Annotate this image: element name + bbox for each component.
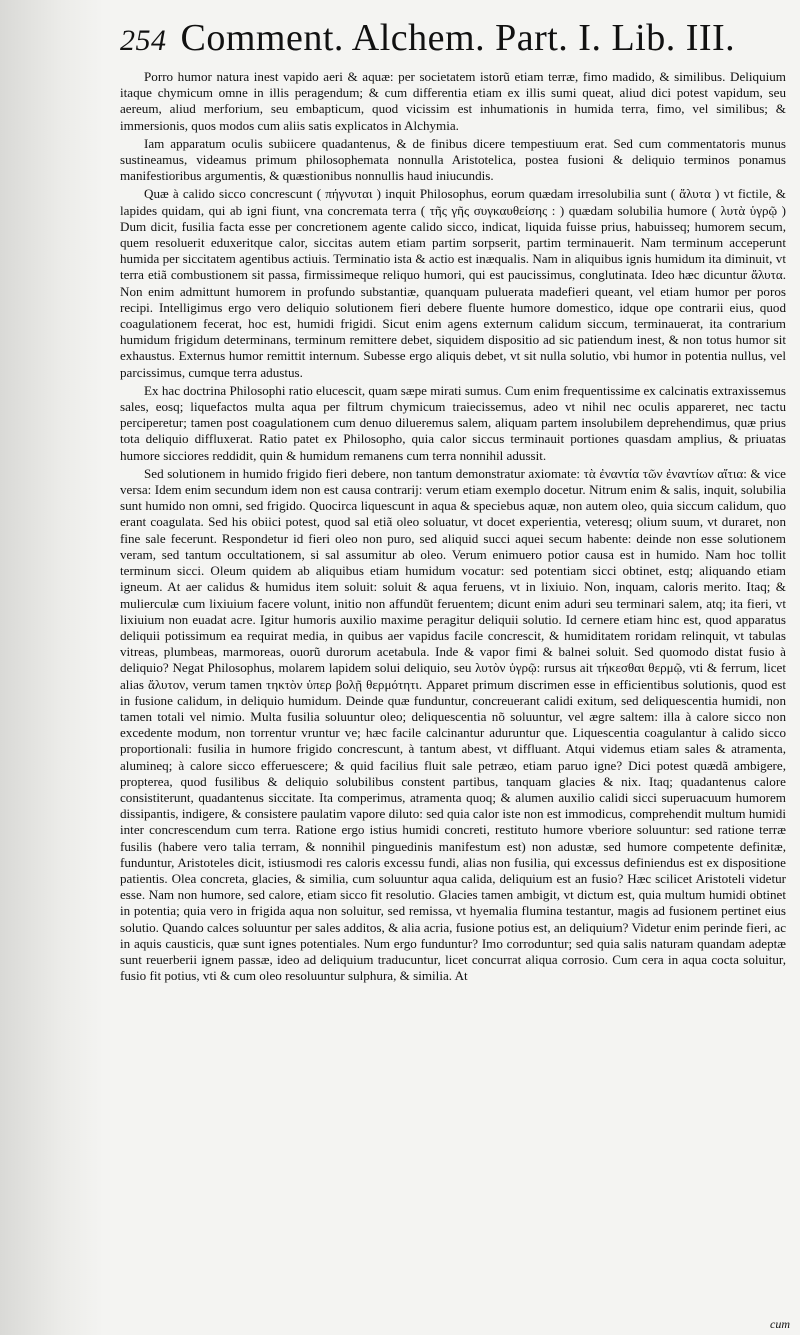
body-text [120, 69, 786, 984]
folio-number: 254 [120, 24, 167, 57]
paragraph-4: Ex hac doctrina Philosophi ratio elucescit, quam sæpe mirati sumus. Cum enim frequentissime ex calcinatis extraxissemus sales, eosq; liquefactos multa aqua per filtrum chymicum traiecissemus, adeo vt nihil nec oculis appareret, nec tactu perciperetur; tamen post coagulationem cum denuo dilueremus salem, aliquam partem insolubilem deprehendimus, quæ prius tota deliquio diffluxerat. Ratio patet ex Philosopho, quia calor siccus terminauit portiones quasdam amplius, & priuatas humore sicciores reddidit, quin & humidum remanens cum terra nonnihil adussit. [120, 382, 786, 463]
paragraph-1: Porro humor natura inest vapido aeri & aquæ: per societatem istorũ etiam terræ, fimo madido, & similibus. Deliquium itaque chymicum omne in illis peragendum; & cum differentia etiam ex illis sumi queat, aliud dici potest vapidum, seu aereum, aliud merforium, seu embapticum, quod vicissim est inhumationis in humida terra, fimo, vel similibus; & immersionis, quos modos cum aliis satis explicatos in Alchymia. [120, 69, 786, 133]
paragraph-5: Sed solutionem in humido frigido fieri debere, non tantum demonstratur axiomate: τὰ ἐναντία τῶν ἐναντίων αἴτια: & vice versa: Idem enim secundum idem non est causa contrarij: verum etiam exemplo docetur. Nitrum enim & salis, inquit, solubilia sunt humido non omni, sed frigido. Quocirca liquescunt in aqua & speciebus aquæ, non autem oleo, quia siccum calidum, quo erant coagulata. Sed his obiici potest, quod sal etiã oleo soluatur, vt docet experientia, veteresq; olium suum, vt duraret, non fine sale fecerunt. Respondetur id fieri oleo non puro, sed aliquid succi aquei secum habente: deinde non esse solutionem veram, sed tantum occultationem, si sal assumitur ab oleo. Verum enimuero potior causa est in humido. Nam hoc tollit terminum sicci. Oleum quidem ab aliquibus etiam humidum vocatur: sed potentiam sicci obtinet, estq; aliquando etiam igneum. At aer calidus & humidus item soluit: soluit & aqua feruens, vt in lixiuio. Non, inquam, caloris merito. Itaq; & mulierculæ cum lixiuium facere volunt, initio non affundũt feruentem; dicunt enim aduri seu terminari salem, atq; ita fieri, vt lixiuium non euadat acre. Igitur humoris auxilio maxime peragitur deliquii solutio. Id cernere etiam hinc est, quod apparatus deliquii potissimum ea requirat media, in quibus aer vapidus facile concrescit, & humiditatem roridam relinquit, vt tabulas vitreas, plumbeas, marmoreas, ouorũ durorum acetabula. Inde & vapor fimi & balnei soluit. Sed quomodo distat fusio à deliquio? Negat Philosophus, molarem lapidem solui deliquio, seu λυτὸν ὑγρῷ: rursus ait τήκεσθαι θερμῷ, vti & ferrum, licet alias ἄλυτον, verum tamen τηκτὸν ὑπερ βολῇ θερμότητι. Apparet primum discrimen esse in efficientibus solutionis, quod est in fusione calidum, in deliquio humidum. Deinde quæ funduntur, concreuerant calidi exitum, sed deliquescentia humidi, non tamen totali vel nimio. Multa fusilia soluuntur oleo; deliquescentia nõ soluuntur, vel ægre saltem: illa à calore sicco non excedente modum, non torrentur vruntur ve; hæc facile calcinantur aduruntur que. Liquescentia coagulantur à calido sicco proportionali: fusilia in humore frigido concrescunt, à tantum abest, vt diffluant. Atqui videmus etiam sales & atramenta, alumineq; à calore sicco efferuescere; & quid facilius fluit sale petræo, etiam paruo igne? Dici potest quædã ambigere, propterea, quod fusilibus & deliquio solubilibus constent partibus, tanquam glacies & nix. Itaq; quadantenus calore consistiterunt, quadantenus siccitate. Ita comperimus, atramenta quoq; & alumen auxilio calidi sicci superuacuum humorem dissipantis, indigere, & consistere paulatim vapore diluto: sed quia calor iste non est immodicus, comprehendit multum humidi inter concrescendum cum terra. Ratione ergo istius humidi concreti, restituto humore vberiore soluuntur: sed ratione terræ fusilis (habere vero talia terram, & nonnihil pinguedinis manifestum est) non adustæ, sed humore competente definitæ, funduntur, Aristoteles dicit, istiusmodi res caloris excessu fundi, alias non fusilia, qui excessus definiendus est ex dispositione patientis. Olea concreta, glacies, & similia, cum soluuntur aqua calida, deliquium est an fusio? Hæc scilicet Aristoteli videtur esse. Nam non humore, sed calore, etiam sicco fit resolutio. Glacies tamen ambigit, vt dictum est, quia multum humidi obtinet in potentia; quia vero in frigida aqua non soluitur, sed remissa, vt hyemalia flumina testantur, magis ad fusionem pertinet eius solutio. Quando calces soluuntur per sales additos, & alia acria, fusione potius est, an deliquium? Videtur enim perinde fieri, ac in aquis causticis, quæ sunt ignes potentiales. Num ergo funduntur? Imo corroduntur; sed quia salis naturam quandam adeptæ sunt reuerberii ignem passæ, ideo ad deliquium traducuntur, licet concurrat aliqua corrosio. Cum cera in aqua cocta soluitur, fusio fit potius, vti & cum oleo resoluuntur sulphura, & similia. At [120, 465, 786, 984]
paragraph-3: Quæ à calido sicco concrescunt ( πήγνυται ) inquit Philosophus, eorum quædam irresolubilia sunt ( ἄλυτα ) vt fictile, & lapides quidam, qui ab igni fiunt, vna concremata terra ( τῆς γῆς συγκαυθείσης : ) quædam solubilia humore ( λυτὰ ὑγρῷ ) Dum dicit, fusilia facta esse per concretionem agente calido sicco, indicat, liquida fuisse prius, habuisseq; humorem secum, quem resoluerit eduxeritque calor, siccitas autem etiam partim sorpserit, partim terminauerit. Nam terminum acceperunt humida per siccitatem agentibus actiuis. Terminatio ista & actio est inæqualis. Nam in aliquibus ignis humidum ita diminuit, vt terra etiã combustionem sit passa, firmissimeque reliquo humori, qui est paucissimus, conglutinata. Ideo hæc dicuntur ἄλυτα. Non enim admittunt humorem in profundo substantiæ, quanquam puluerata madefieri queant, vel etiam humor per poros recipi. Intelligimus ergo vero deliquio solutionem fieri debere fluente humore domestico, idque ope contrarii eius, quod coagulationem fecerat, hoc est, humidi frigidi. Sicut enim agens externum calidum siccum, terminauerat, ita contrarium humidum frigidum determinans, terminum remittere debet, siquidem dispositio ad sic patiendum inest, & non totus humor sit exhaustus. Externus humor remittit internum. Subesse ergo aliquis debet, vt sit nulla solutio, vbi humor in potentia nullus, vel parcissimus, cumque terra adustus. [120, 186, 786, 380]
binding-gutter [0, 0, 104, 1335]
running-title: Comment. Alchem. Part. I. Lib. III. [180, 17, 736, 59]
page-header [120, 18, 786, 61]
paragraph-2: Iam apparatum oculis subiicere quadantenus, & de finibus dicere tempestiuum erat. Sed cum commentatoris munus sustineamus, videamus primum philosophemata nonnulla Aristotelica, postea fusioni & deliquio terminos ponamus manifestioribus argumentis, & quæstionibus nonnullis haud iniucundis. [120, 135, 786, 184]
catchword: cum [770, 1317, 790, 1331]
